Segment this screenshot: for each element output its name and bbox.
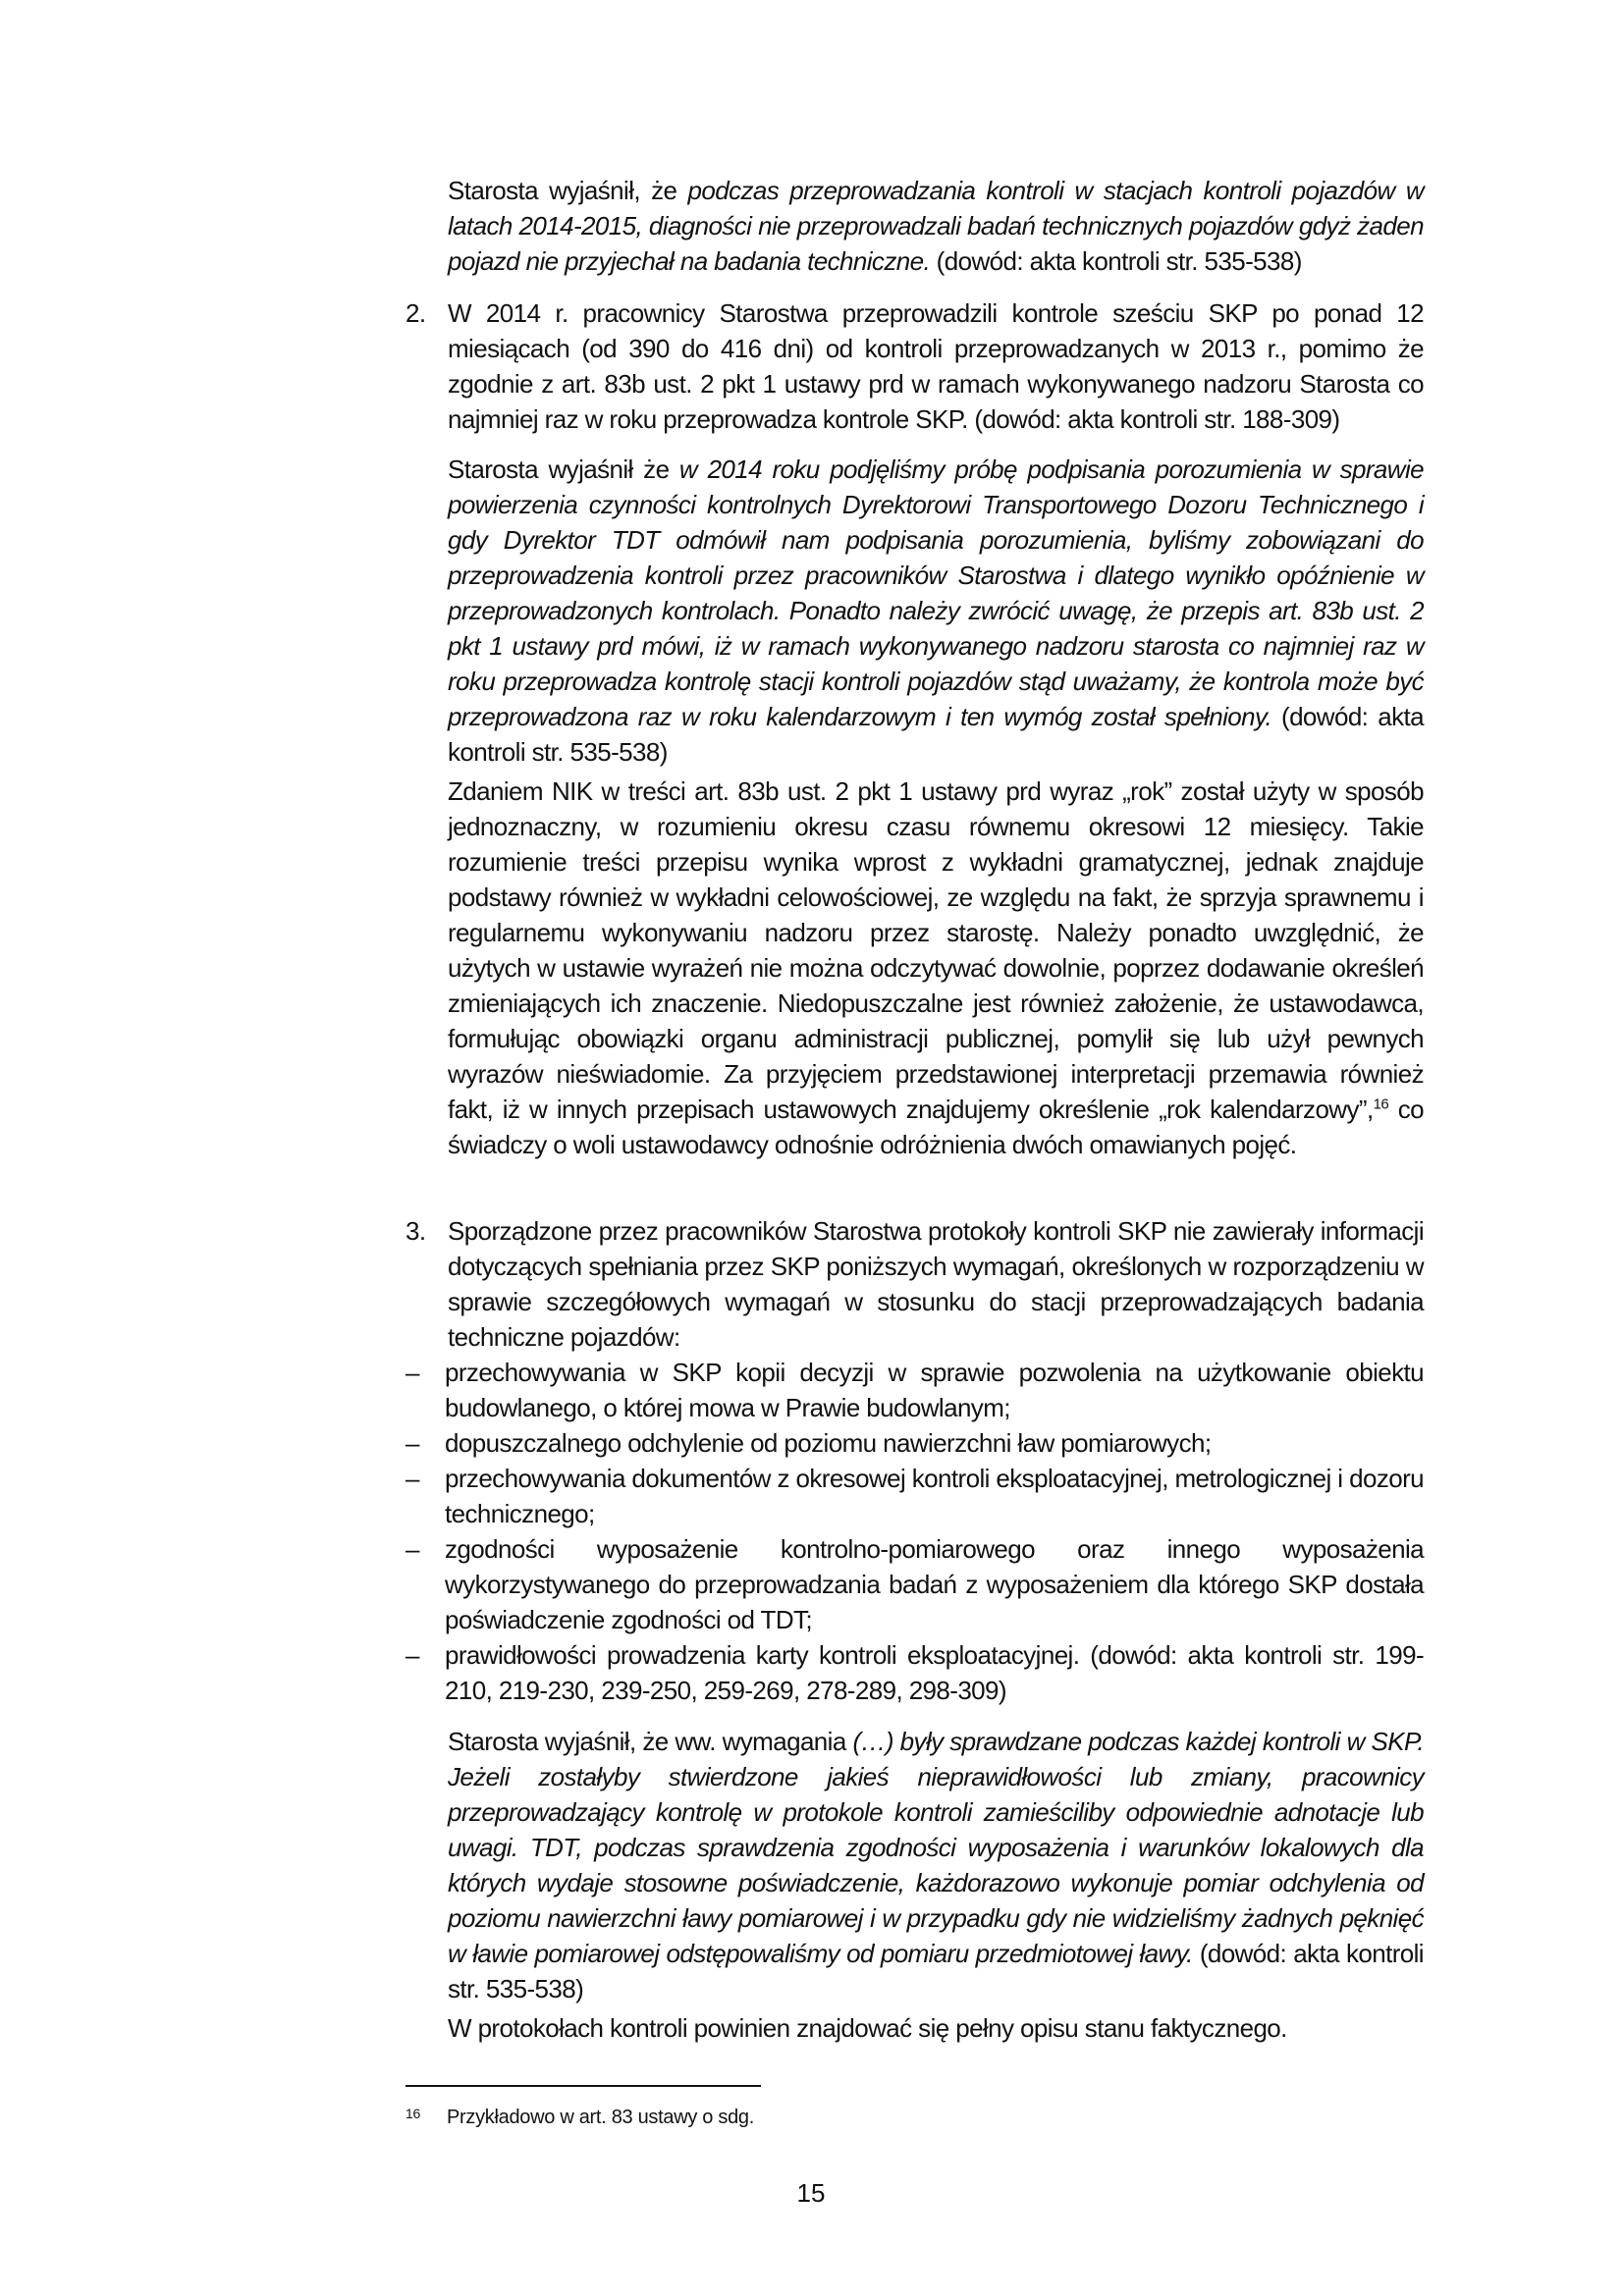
list-item bbox=[406, 1355, 1424, 1425]
dash-bullet: – bbox=[406, 1428, 419, 1458]
list-item-text: przechowywania dokumentów z okresowej kontroli eksploatacyjnej, metrologicznej i dozoru technicznego; bbox=[445, 1464, 1424, 1528]
footnote bbox=[406, 2105, 1387, 2130]
list-item-text: dopuszczalnego odchylenie od poziomu nawierzchni ław pomiarowych; bbox=[445, 1428, 1212, 1458]
page-number: 15 bbox=[796, 2178, 826, 2208]
evidence-ref: (dowód: akta kontroli str. 535-538) bbox=[448, 1939, 1424, 2003]
paragraph-text: W protokołach kontroli powinien znajdować się pełny opisu stanu faktycznego. bbox=[448, 2013, 1287, 2043]
list-item-text: zgodności wyposażenie kontrolno-pomiarowego oraz innego wyposażenia wykorzystywanego do przeprowadzania badań z wyposażeniem dla którego SKP dostała poświadczenie zgodności od TDT; bbox=[445, 1534, 1424, 1634]
quote-text: podczas przeprowadzania kontroli w stacjach kontroli pojazdów w latach 2014-2015, diagności nie przeprowadzali badań technicznych pojazdów gdyż żaden pojazd nie przyjechał na badania techniczne. bbox=[448, 176, 1424, 276]
footnote-text: Przykładowo w art. 83 ustawy o sdg. bbox=[447, 2107, 754, 2128]
requirements-list bbox=[406, 1355, 1424, 1708]
text-body-end: co świadczy o woli ustawodawcy odnośnie odróżnienia dwóch omawianych pojęć. bbox=[448, 1095, 1424, 1159]
dash-bullet: – bbox=[406, 1464, 419, 1493]
quote-text: w 2014 roku podjęliśmy próbę podpisania porozumienia w sprawie powierzenia czynności kontrolnych Dyrektorowi Transportowego Dozoru Technicznego i gdy Dyrektor TDT odmówił nam podpisania porozumienia, byliśmy zobowiązani do przeprowadzenia kontroli przez pracowników Starostwa i dlatego wynikło opóźnienie w przeprowadzonych kontrolach. Ponadto należy zwrócić uwagę, że przepis art. 83b ust. 2 pkt 1 ustawy prd mówi, iż w ramach wykonywanego nadzoru starosta co najmniej raz w roku przeprowadza kontrolę stacji kontroli pojazdów stąd uważamy, że kontrola może być przeprowadzona raz w roku kalendarzowym i ten wymóg został spełniony. bbox=[448, 454, 1424, 731]
list-item-text: W 2014 r. pracownicy Starostwa przeprowadzili kontrole sześciu SKP po ponad 12 miesiącach (od 390 do 416 dni) od kontroli przeprowadzanych w 2013 r., pomimo że zgodnie z art. 83b ust. 2 pkt 1 ustawy prd w ramach wykonywanego nadzoru Starosta co najmniej raz w roku przeprowadza kontrole SKP. (dowód: akta kontroli str. 188-309) bbox=[448, 298, 1424, 434]
list-item bbox=[406, 1637, 1424, 1708]
evidence-ref: (dowód: akta kontroli str. 535-538) bbox=[930, 246, 1302, 276]
text-body: Zdaniem NIK w treści art. 83b ust. 2 pkt 1 ustawy prd wyraz „rok” został użyty w sposób jednoznaczny, w rozumieniu okresu czasu równemu okresowi 12 miesięcy. Takie rozumienie treści przepisu wynika wprost z wykładni gramatycznej, jednak znajduje podstawy również w wykładni celowościowej, ze względu na fakt, że sprzyja sprawnemu i regularnemu wykonywaniu nadzoru przez starostę. Należy ponadto uwzględnić, że użytych w ustawie wyrażeń nie można odczytywać dowolnie, poprzez dodawanie określeń zmieniających ich znaczenie. Niedopuszczalne jest również założenie, że ustawodawca, formułując obowiązki organu administracji publicznej, pomylił się lub użył pewnych wyrazów nieświadomie. Za przyjęciem przedstawionej interpretacji przemawia również fakt, iż w innych przepisach ustawowych znajdujemy określenie „rok kalendarzowy”, bbox=[448, 776, 1424, 1124]
paragraph-text bbox=[448, 452, 1424, 770]
dash-bullet: – bbox=[406, 1534, 419, 1564]
list-item-text: Sporządzone przez pracowników Starostwa protokoły kontroli SKP nie zawierały informacji dotyczących spełniania przez SKP poniższych wymagań, określonych w rozporządzeniu w sprawie szczegółowych wymagań w stosunku do stacji przeprowadzających badania techniczne pojazdów: bbox=[448, 1216, 1424, 1352]
evidence-ref: (dowód: akta kontroli str. 535-538) bbox=[448, 702, 1424, 767]
paragraph-starosta-explanation-1 bbox=[448, 173, 1424, 279]
footnote-reference[interactable]: 16 bbox=[1373, 1095, 1389, 1113]
list-item bbox=[406, 1425, 1424, 1461]
paragraph-text bbox=[448, 173, 1424, 279]
list-item bbox=[406, 1461, 1424, 1531]
list-number-3: 3. bbox=[406, 1216, 426, 1246]
dash-bullet: – bbox=[406, 1358, 419, 1387]
text-intro: Starosta wyjaśnił, że ww. wymagania bbox=[448, 1727, 853, 1756]
list-item-text: prawidłowości prowadzenia karty kontroli eksploatacyjnej. (dowód: akta kontroli str. 199-210, 219-230, 239-250, 259-269, 278-289, 298-309) bbox=[445, 1640, 1424, 1705]
footnote-number: 16 bbox=[406, 2106, 420, 2121]
text-intro: Starosta wyjaśnił, że bbox=[448, 176, 688, 205]
text-intro: Starosta wyjaśnił że bbox=[448, 454, 679, 484]
footnote-separator bbox=[406, 2085, 761, 2087]
paragraph-text bbox=[448, 1724, 1424, 2006]
list-item bbox=[406, 1531, 1424, 1637]
paragraph-conclusion bbox=[448, 2010, 1424, 2046]
dash-list bbox=[406, 1355, 1424, 1708]
paragraph-text bbox=[448, 774, 1424, 1162]
list-item-2 bbox=[448, 295, 1424, 437]
list-number-2: 2. bbox=[406, 298, 426, 328]
paragraph-nik-opinion bbox=[448, 774, 1424, 1162]
list-item-3 bbox=[448, 1213, 1424, 1355]
list-item-text: przechowywania w SKP kopii decyzji w sprawie pozwolenia na użytkowanie obiektu budowlanego, o której mowa w Prawie budowlanym; bbox=[445, 1358, 1424, 1422]
quote-text: (…) były sprawdzane podczas każdej kontroli w SKP. Jeżeli zostałyby stwierdzone jakieś nieprawidłowości lub zmiany, pracownicy przeprowadzający kontrolę w protokole kontroli zamieściliby odpowiednie adnotacje lub uwagi. TDT, podczas sprawdzenia zgodności wyposażenia i warunków lokalowych dla których wydaje stosowne poświadczenie, każdorazowo wykonuje pomiar odchylenia od poziomu nawierzchni ławy pomiarowej i w przypadku gdy nie widzieliśmy żadnych pęknięć w ławie pomiarowej odstępowaliśmy od pomiaru przedmiotowej ławy. bbox=[448, 1727, 1424, 1968]
paragraph-starosta-explanation-2 bbox=[448, 452, 1424, 770]
dash-bullet: – bbox=[406, 1640, 419, 1670]
paragraph-starosta-explanation-3 bbox=[448, 1724, 1424, 2006]
